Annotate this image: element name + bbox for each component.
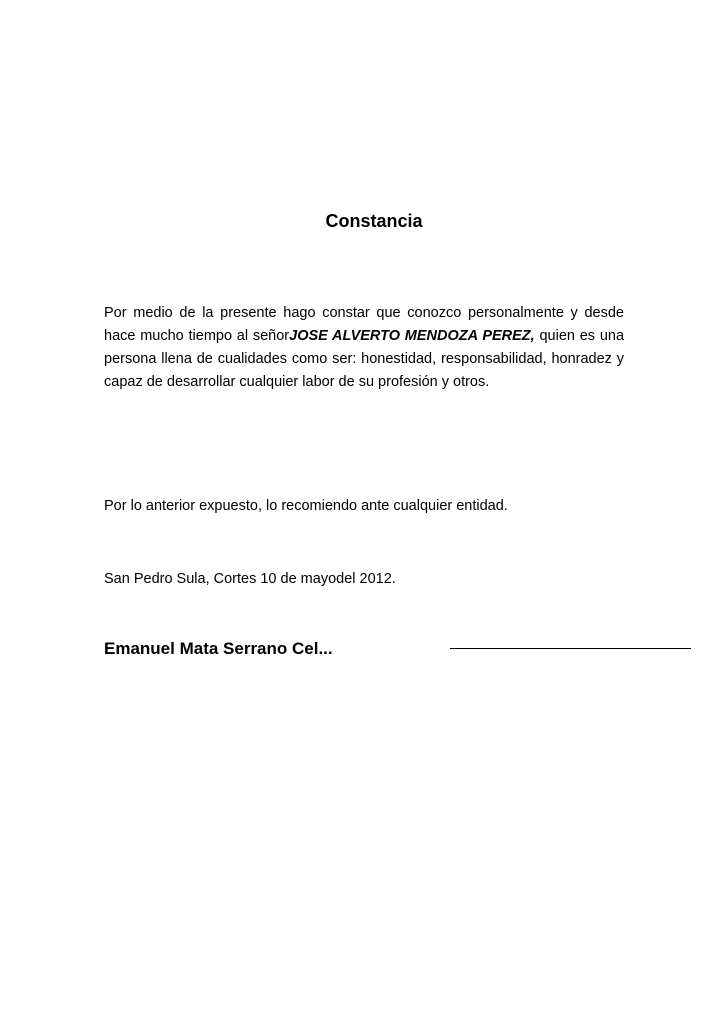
document-title: Constancia	[325, 211, 423, 231]
person-name: JOSE ALVERTO MENDOZA PEREZ,	[289, 328, 535, 344]
paragraph-text-end: quien es una persona llena de cualidades como ser: honestidad, responsabilidad, honradez y capaz de desarrollar cualquier labor de su profesión y otros.	[104, 328, 625, 390]
signature-line	[450, 648, 691, 649]
place-date-line: San Pedro Sula, Cortes 10 de mayodel 2012.	[104, 571, 396, 587]
paragraph-text-start: Por medio de la presente hago constar que conozco personalmente y desde hace mucho tiempo al señor	[104, 305, 624, 344]
certification-paragraph	[104, 302, 624, 394]
recommendation-paragraph: Por lo anterior expuesto, lo recomiendo ante cualquier entidad.	[104, 498, 508, 514]
signer-name: Emanuel Mata Serrano Cel...	[104, 639, 333, 658]
